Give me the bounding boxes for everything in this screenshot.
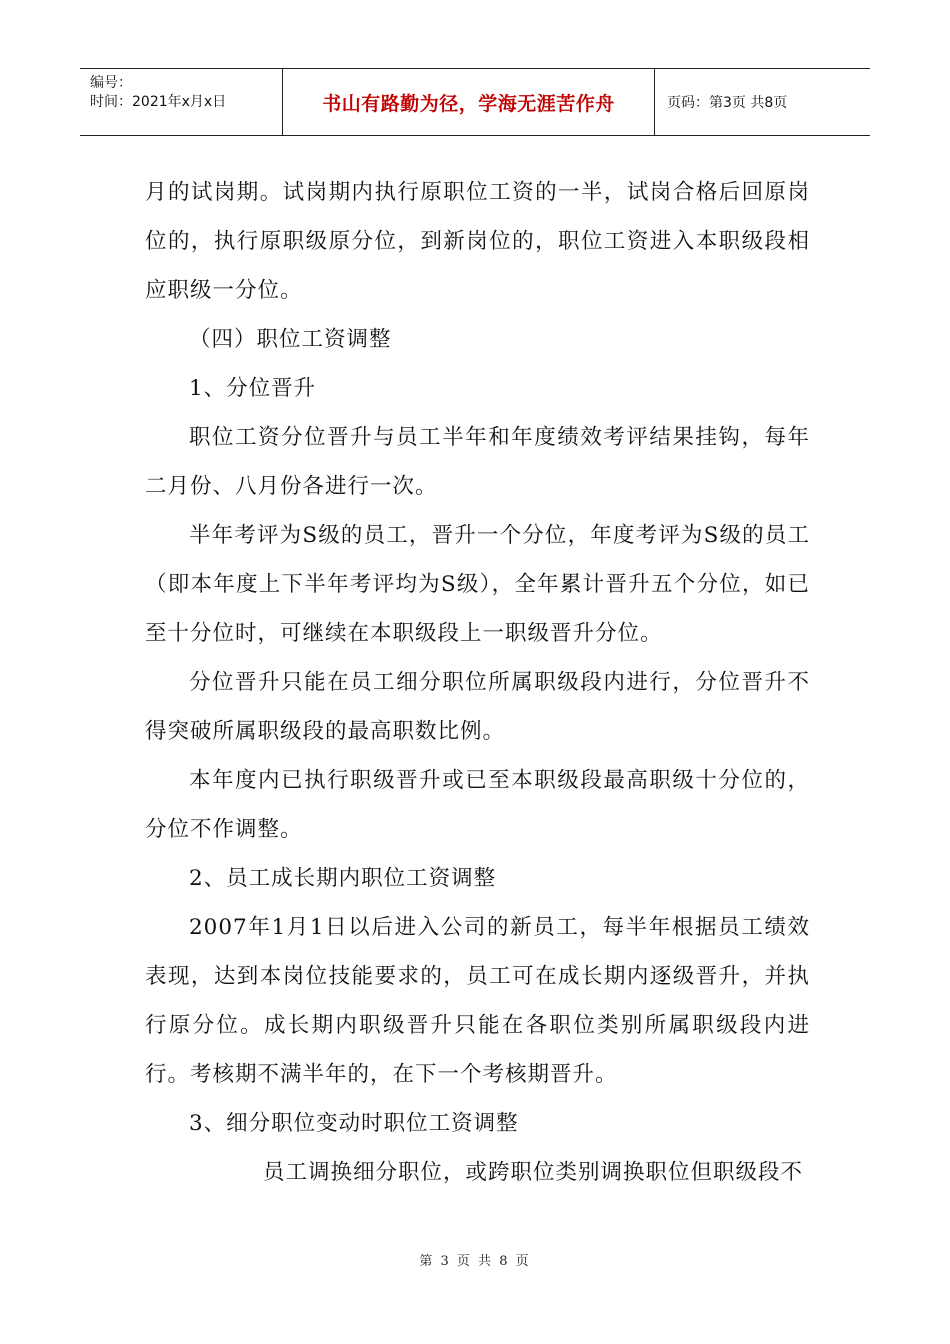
header-motto: 书山有路勤为径，学海无涯苦作舟 (322, 92, 615, 115)
subsection-heading: 1、分位晋升 (189, 376, 317, 401)
header-motto-cell (283, 69, 655, 135)
document-header (80, 68, 870, 136)
subsection-heading: 2、员工成长期内职位工资调整 (189, 866, 497, 891)
paragraph: 员工调换细分职位，或跨职位类别调换职位但职级段不 (263, 1160, 804, 1185)
paragraph: 半年考评为S级的员工，晋升一个分位，年度考评为S级的员工（即本年度上下半年考评均为S级），全年累计晋升五个分位，如已至十分位时，可继续在本职级段上一职级晋升分位。 (145, 523, 810, 646)
header-page-info: 页码：第3页 共8页 (667, 95, 788, 111)
footer-page-number: 第 3 页 共 8 页 (419, 1254, 531, 1269)
paragraph: 分位晋升只能在员工细分职位所属职级段内进行，分位晋升不得突破所属职级段的最高职数比例。 (145, 670, 810, 744)
header-page-cell (655, 69, 870, 135)
paragraph: 本年度内已执行职级晋升或已至本职级段最高职级十分位的，分位不作调整。 (145, 768, 810, 842)
paragraph: 职位工资分位晋升与员工半年和年度绩效考评结果挂钩，每年二月份、八月份各进行一次。 (145, 425, 810, 499)
paragraph: 2007年1月1日以后进入公司的新员工，每半年根据员工绩效表现，达到本岗位技能要求的，员工可在成长期内逐级晋升，并执行原分位。成长期内职级晋升只能在各职位类别所属职级段内进行。考核期不满半年的，在下一个考核期晋升。 (145, 915, 810, 1087)
paragraph: 月的试岗期。试岗期内执行原职位工资的一半，试岗合格后回原岗位的，执行原职级原分位，到新岗位的，职位工资进入本职级段相应职级一分位。 (145, 180, 810, 303)
page-footer (0, 1250, 950, 1269)
date-label: 时间：2021年x月x日 (90, 94, 227, 110)
header-meta (80, 69, 283, 135)
section-heading: （四）职位工资调整 (189, 327, 392, 352)
document-body (145, 168, 810, 1197)
number-label: 编号： (90, 75, 132, 91)
subsection-heading: 3、细分职位变动时职位工资调整 (189, 1111, 519, 1136)
